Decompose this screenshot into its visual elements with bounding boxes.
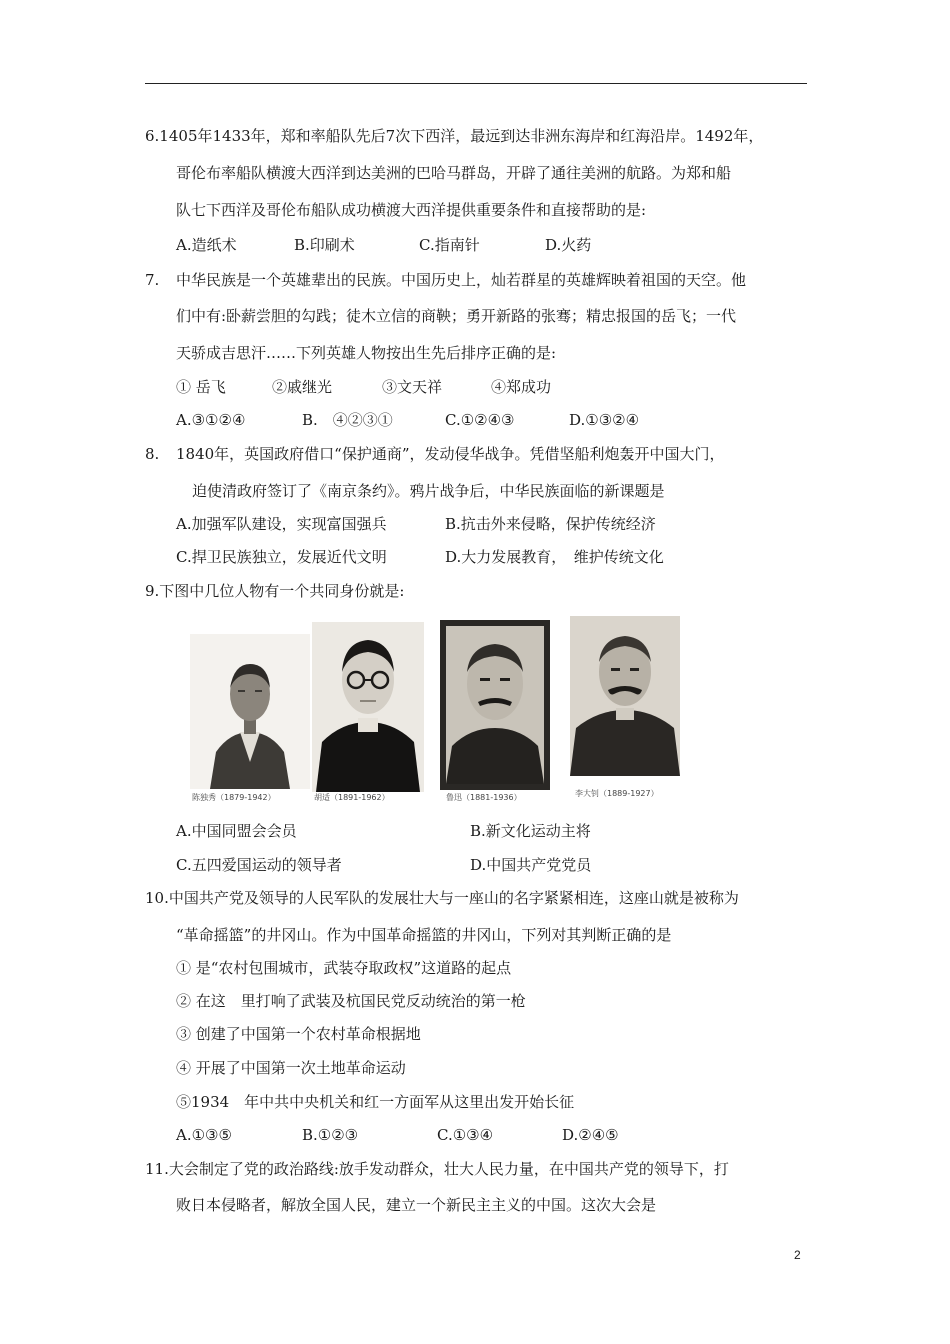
q8-option-a: A.加强军队建设，实现富国强兵 bbox=[176, 515, 387, 533]
q10-option-a: A.①③⑤ bbox=[176, 1126, 232, 1144]
q10-option-b: B.①②③ bbox=[302, 1126, 359, 1144]
q10-option-d: D.②④⑤ bbox=[562, 1126, 619, 1144]
q10-option-c: C.①③④ bbox=[437, 1126, 494, 1144]
q6-option-c: C.指南针 bbox=[419, 236, 480, 254]
q7-option-a: A.③①②④ bbox=[176, 411, 246, 429]
q11-line-1: 11.大会制定了党的政治路线:放手发动群众，壮大人民力量，在中国共产党的领导下，打 bbox=[145, 1160, 729, 1178]
q7-item-4: ④郑成功 bbox=[491, 378, 552, 396]
q8-option-b: B.抗击外来侵略，保护传统经济 bbox=[445, 515, 656, 533]
q8-number: 8. bbox=[145, 445, 160, 463]
portrait-photos bbox=[190, 614, 690, 806]
q7-line-3: 天骄成吉思汗……下列英雄人物按出生先后排序正确的是: bbox=[176, 344, 557, 362]
q7-option-b: B. ④②③① bbox=[302, 411, 393, 429]
portrait-li-dazhao bbox=[570, 616, 680, 776]
q10-item-3: ③ 创建了中国第一个农村革命根据地 bbox=[176, 1025, 421, 1043]
q10-item-1: ① 是“农村包围城市，武装夺取政权”这道路的起点 bbox=[176, 959, 512, 977]
portrait-lu-xun bbox=[440, 620, 550, 790]
q7-option-c: C.①②④③ bbox=[445, 411, 515, 429]
q8-line-1: 1840年，英国政府借口“保护通商”，发动侵华战争。凭借坚船利炮轰开中国大门， bbox=[176, 445, 725, 463]
q6-option-a: A.造纸术 bbox=[176, 236, 237, 254]
portrait-chen-duxiu bbox=[190, 634, 310, 789]
q7-line-1: 中华民族是一个英雄辈出的民族。中国历史上，灿若群星的英雄辉映着祖国的天空。他 bbox=[176, 271, 747, 289]
q10-item-5: ⑤1934 年中共中央机关和红一方面军从这里出发开始长征 bbox=[176, 1093, 575, 1111]
q8-line-2: 迫使清政府签订了《南京条约》。鸦片战争后，中华民族面临的新课题是 bbox=[192, 482, 665, 500]
portrait-caption-4: 李大钊（1889-1927） bbox=[575, 789, 659, 798]
q6-line-3: 队七下西洋及哥伦布船队成功横渡大西洋提供重要条件和直接帮助的是: bbox=[176, 201, 647, 219]
q9-option-a: A.中国同盟会会员 bbox=[176, 822, 297, 840]
q9-line-1: 9.下图中几位人物有一个共同身份就是: bbox=[145, 582, 405, 600]
q7-item-3: ③文天祥 bbox=[382, 378, 443, 396]
q6-option-d: D.火药 bbox=[545, 236, 592, 254]
portrait-hu-shi bbox=[312, 622, 424, 792]
q6-line-1: 6.1405年1433年，郑和率船队先后7次下西洋，最远到达非洲东海岸和红海沿岸。1492年， bbox=[145, 127, 764, 145]
q10-item-2: ② 在这 里打响了武装及杭国民党反动统治的第一枪 bbox=[176, 992, 526, 1010]
q9-option-d: D.中国共产党党员 bbox=[470, 856, 592, 874]
q6-option-b: B.印刷术 bbox=[294, 236, 355, 254]
q7-item-1: ① 岳飞 bbox=[176, 378, 226, 396]
header-rule bbox=[145, 83, 807, 84]
q10-item-4: ④ 开展了中国第一次土地革命运动 bbox=[176, 1059, 406, 1077]
q10-line-2: “革命摇篮”的井冈山。作为中国革命摇篮的井冈山，下列对其判断正确的是 bbox=[176, 926, 672, 944]
q7-option-d: D.①③②④ bbox=[569, 411, 640, 429]
portrait-caption-1: 陈独秀（1879-1942） bbox=[192, 793, 276, 802]
q8-option-c: C.捍卫民族独立，发展近代文明 bbox=[176, 548, 387, 566]
q11-line-2: 败日本侵略者，解放全国人民，建立一个新民主主义的中国。这次大会是 bbox=[176, 1196, 657, 1214]
q8-option-d: D.大力发展教育， 维护传统文化 bbox=[445, 548, 664, 566]
q7-line-2: 们中有:卧薪尝胆的勾践；徒木立信的商鞅；勇开新路的张骞；精忠报国的岳飞；一代 bbox=[176, 307, 737, 325]
q7-number: 7. bbox=[145, 271, 160, 289]
q10-line-1: 10.中国共产党及领导的人民军队的发展壮大与一座山的名字紧紧相连，这座山就是被称为 bbox=[145, 889, 739, 907]
page-number: 2 bbox=[794, 1248, 801, 1262]
q7-item-2: ②戚继光 bbox=[272, 378, 333, 396]
portrait-caption-3: 鲁迅（1881-1936） bbox=[446, 793, 522, 802]
q9-option-b: B.新文化运动主将 bbox=[470, 822, 591, 840]
q6-line-2: 哥伦布率船队横渡大西洋到达美洲的巴哈马群岛，开辟了通往美洲的航路。为郑和船 bbox=[176, 164, 732, 182]
q9-option-c: C.五四爱国运动的领导者 bbox=[176, 856, 342, 874]
portrait-caption-2: 胡适（1891-1962） bbox=[314, 793, 390, 802]
